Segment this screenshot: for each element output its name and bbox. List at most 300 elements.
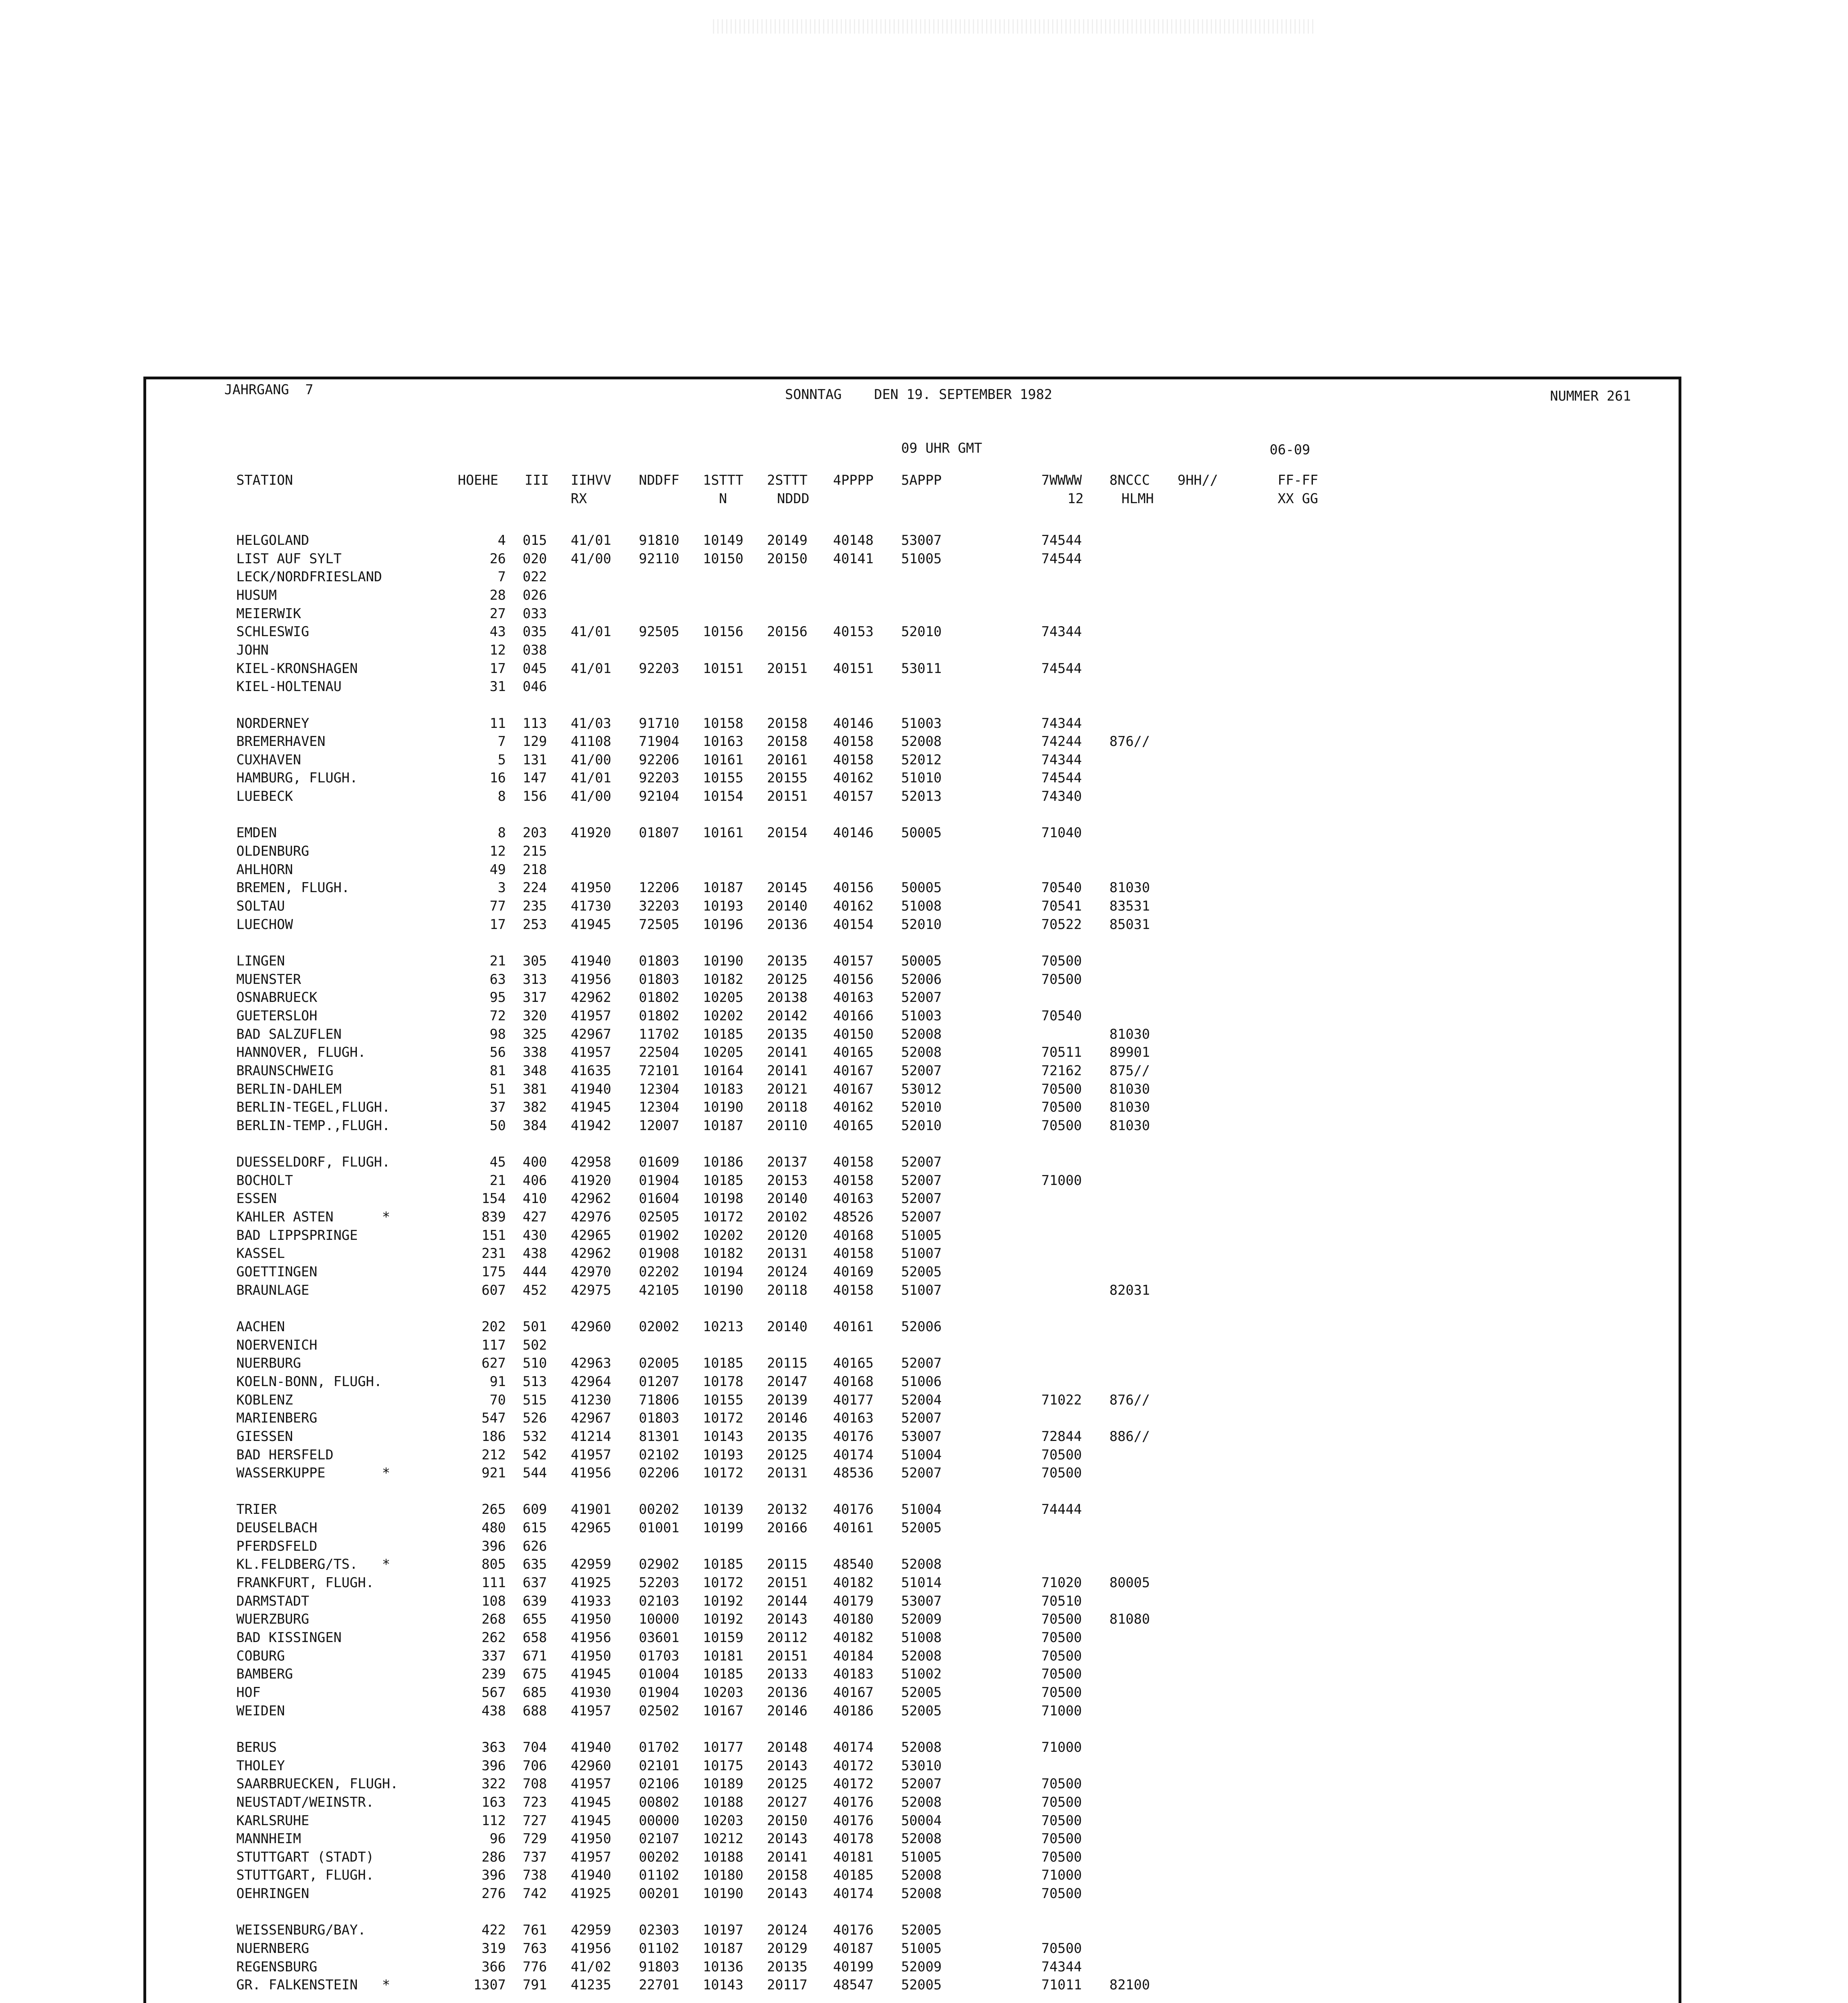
cell-4pppp: 40174 [833,1447,874,1463]
table-row [0,714,1848,733]
cell-iii: 544 [523,1465,547,1481]
cell-2sttt: 20121 [767,1081,808,1097]
cell-iii: 542 [523,1447,547,1463]
cell-nddff: 01207 [639,1373,680,1389]
cell-5appp: 51005 [901,1227,942,1243]
cell-iihvv: 42959 [571,1556,612,1572]
col-7wwww: 7WWWW [1041,472,1082,488]
cell-4pppp: 40153 [833,624,874,640]
cell-1sttt: 10143 [703,1428,744,1444]
cell-5appp: 52007 [901,1062,942,1078]
cell-5appp: 51006 [901,1373,942,1389]
cell-iii: 215 [523,843,547,859]
table-row [0,1153,1848,1171]
cell-4pppp: 40176 [833,1812,874,1828]
cell-hoehe: 12 [489,843,506,859]
cell-iii: 313 [523,971,547,987]
cell-5appp: 52008 [901,1648,942,1664]
cell-iihvv: 41942 [571,1117,612,1133]
cell-iihvv: 42965 [571,1520,612,1536]
table-row [0,1208,1848,1226]
cell-nddff: 72505 [639,916,680,932]
cell-iii: 761 [523,1922,547,1938]
table-row [0,623,1848,641]
cell-8nccc: 81080 [1109,1611,1150,1627]
cell-7wwww: 70500 [1041,1794,1082,1810]
cell-nddff: 01001 [639,1520,680,1536]
cell-1sttt: 10172 [703,1465,744,1481]
cell-hoehe: 319 [481,1941,506,1957]
cell-7wwww: 70510 [1041,1593,1082,1609]
cell-1sttt: 10205 [703,989,744,1006]
table-row [0,1318,1848,1336]
cell-7wwww: 74340 [1041,788,1082,804]
cell-station: ESSEN [236,1191,277,1207]
cell-2sttt: 20133 [767,1666,808,1682]
cell-4pppp: 40146 [833,825,874,841]
cell-hoehe: 51 [489,1081,506,1097]
cell-2sttt: 20125 [767,1447,808,1463]
cell-iihvv: 42964 [571,1373,612,1389]
cell-nddff: 72101 [639,1062,680,1078]
cell-5appp: 53010 [901,1757,942,1773]
cell-7wwww: 70500 [1041,1776,1082,1792]
cell-iii: 723 [523,1794,547,1810]
table-row [0,1574,1848,1592]
cell-5appp: 51008 [901,898,942,914]
cell-hoehe: 366 [481,1959,506,1975]
cell-iihvv: 41957 [571,1008,612,1024]
cell-1sttt: 10198 [703,1191,744,1207]
cell-iihvv: 41/00 [571,788,612,804]
cell-1sttt: 10182 [703,1245,744,1261]
table-row [0,1519,1848,1537]
cell-station: TRIER [236,1501,277,1517]
cell-5appp: 52010 [901,1099,942,1115]
cell-5appp: 52005 [901,1520,942,1536]
cell-4pppp: 40168 [833,1227,874,1243]
cell-1sttt: 10182 [703,971,744,987]
cell-station: BRAUNSCHWEIG [236,1062,334,1078]
cell-5appp: 51007 [901,1282,942,1298]
cell-1sttt: 10193 [703,898,744,914]
cell-2sttt: 20136 [767,1684,808,1700]
cell-station: NUERBURG [236,1355,301,1371]
cell-5appp: 51003 [901,715,942,731]
cell-station: KAHLER ASTEN * [236,1209,391,1225]
cell-4pppp: 40185 [833,1867,874,1883]
cell-nddff: 01803 [639,1410,680,1426]
cell-4pppp: 40181 [833,1849,874,1865]
table-row [0,1921,1848,1939]
cell-iii: 382 [523,1099,547,1115]
cell-4pppp: 40156 [833,971,874,987]
cell-nddff: 92110 [639,550,680,566]
cell-4pppp: 40165 [833,1044,874,1060]
cell-nddff: 02202 [639,1264,680,1280]
cell-5appp: 52006 [901,1318,942,1334]
cell-1sttt: 10156 [703,624,744,640]
cell-1sttt: 10143 [703,1977,744,1993]
cell-iii: 452 [523,1282,547,1298]
cell-iii: 729 [523,1831,547,1847]
cell-8nccc: 83531 [1109,898,1150,914]
cell-4pppp: 40172 [833,1757,874,1773]
cell-iihvv: 42958 [571,1154,612,1170]
table-row [0,1958,1848,1976]
cell-5appp: 53007 [901,1428,942,1444]
table-row [0,988,1848,1007]
cell-station: THOLEY [236,1757,285,1773]
cell-station: GIESSEN [236,1428,293,1444]
cell-4pppp: 40161 [833,1520,874,1536]
cell-2sttt: 20115 [767,1556,808,1572]
table-row [0,1812,1848,1830]
cell-iii: 235 [523,898,547,914]
cell-nddff: 02101 [639,1757,680,1773]
cell-hoehe: 50 [489,1117,506,1133]
cell-7wwww: 70500 [1041,1886,1082,1902]
cell-hoehe: 11 [489,715,506,731]
table-row [0,952,1848,970]
cell-5appp: 51005 [901,1849,942,1865]
cell-nddff: 91810 [639,532,680,548]
cell-7wwww: 74544 [1041,550,1082,566]
col-4pppp: 4PPPP [833,472,874,488]
cell-5appp: 52008 [901,1886,942,1902]
cell-iihvv: 41940 [571,1081,612,1097]
cell-hoehe: 151 [481,1227,506,1243]
cell-4pppp: 40161 [833,1318,874,1334]
period-range: 06-09 [1270,442,1311,457]
cell-station: LUEBECK [236,788,293,804]
cell-7wwww: 70500 [1041,1941,1082,1957]
cell-1sttt: 10190 [703,1282,744,1298]
cell-hoehe: 8 [497,788,506,804]
cell-iii: 026 [523,587,547,603]
cell-nddff: 02902 [639,1556,680,1572]
cell-station: MEIERWIK [236,605,301,621]
cell-iihvv: 41/03 [571,715,612,731]
col-9hh: 9HH// [1178,472,1218,488]
cell-nddff: 22701 [639,1977,680,1993]
col-rx: RX [571,491,587,506]
col-ff-ff: FF-FF [1278,472,1319,488]
cell-hoehe: 202 [481,1318,506,1334]
cell-1sttt: 10188 [703,1794,744,1810]
cell-2sttt: 20154 [767,825,808,841]
cell-iihvv: 41/00 [571,752,612,768]
cell-2sttt: 20150 [767,550,808,566]
cell-4pppp: 40174 [833,1739,874,1755]
cell-hoehe: 111 [481,1575,506,1591]
cell-7wwww: 70540 [1041,880,1082,896]
cell-station: OSNABRUECK [236,989,318,1006]
table-row [0,1647,1848,1665]
cell-nddff: 10000 [639,1611,680,1627]
cell-7wwww: 74544 [1041,532,1082,548]
cell-iii: 320 [523,1008,547,1024]
cell-iii: 325 [523,1026,547,1042]
cell-iihvv: 41945 [571,1794,612,1810]
cell-station: GR. FALKENSTEIN * [236,1977,391,1993]
cell-4pppp: 48536 [833,1465,874,1481]
table-row [0,1354,1848,1372]
cell-hoehe: 396 [481,1867,506,1883]
cell-5appp: 51010 [901,770,942,786]
cell-7wwww: 72162 [1041,1062,1082,1078]
cell-station: GOETTINGEN [236,1264,318,1280]
cell-station: BAD HERSFELD [236,1447,334,1463]
cell-5appp: 52007 [901,1355,942,1371]
cell-iii: 515 [523,1392,547,1408]
cell-7wwww: 74444 [1041,1501,1082,1517]
cell-iihvv: 42976 [571,1209,612,1225]
cell-2sttt: 20141 [767,1849,808,1865]
cell-hoehe: 1307 [473,1977,506,1993]
cell-nddff: 71806 [639,1392,680,1408]
cell-5appp: 52008 [901,733,942,750]
cell-iihvv: 41957 [571,1776,612,1792]
cell-iii: 776 [523,1959,547,1975]
table-row [0,1976,1848,1994]
table-row [0,1537,1848,1556]
cell-5appp: 52008 [901,1831,942,1847]
cell-iihvv: 41930 [571,1684,612,1700]
cell-1sttt: 10178 [703,1373,744,1389]
cell-4pppp: 40163 [833,1191,874,1207]
cell-nddff: 01102 [639,1941,680,1957]
cell-iihvv: 41956 [571,1465,612,1481]
cell-iii: 738 [523,1867,547,1883]
cell-hoehe: 45 [489,1154,506,1170]
date-label: SONNTAG DEN 19. SEPTEMBER 1982 [785,387,1053,402]
cell-2sttt: 20142 [767,1008,808,1024]
cell-7wwww: 70500 [1041,1812,1082,1828]
cell-iihvv: 41730 [571,898,612,914]
cell-4pppp: 40177 [833,1392,874,1408]
cell-hoehe: 322 [481,1776,506,1792]
table-row [0,1775,1848,1793]
cell-2sttt: 20143 [767,1831,808,1847]
cell-1sttt: 10172 [703,1209,744,1225]
col-iihvv: IIHVV [571,472,612,488]
cell-iihvv: 41230 [571,1392,612,1408]
cell-hoehe: 70 [489,1392,506,1408]
cell-2sttt: 20135 [767,1428,808,1444]
cell-7wwww: 70522 [1041,916,1082,932]
cell-1sttt: 10190 [703,1099,744,1115]
table-row [0,1610,1848,1628]
cell-1sttt: 10192 [703,1611,744,1627]
cell-5appp: 51002 [901,1666,942,1682]
cell-iii: 637 [523,1575,547,1591]
table-row [0,568,1848,586]
cell-station: MANNHEIM [236,1831,301,1847]
cell-4pppp: 40179 [833,1593,874,1609]
cell-8nccc: 81030 [1109,1081,1150,1097]
cell-iihvv: 41635 [571,1062,612,1078]
cell-1sttt: 10185 [703,1666,744,1682]
cell-5appp: 53007 [901,1593,942,1609]
table-row [0,659,1848,678]
cell-7wwww: 70500 [1041,1099,1082,1115]
col-n: N [719,491,727,506]
cell-iii: 532 [523,1428,547,1444]
cell-5appp: 52005 [901,1703,942,1719]
cell-5appp: 52007 [901,1776,942,1792]
table-row [0,605,1848,623]
cell-5appp: 51005 [901,1941,942,1957]
cell-iii: 635 [523,1556,547,1572]
cell-7wwww: 72844 [1041,1428,1082,1444]
cell-iii: 513 [523,1373,547,1389]
cell-station: WEISSENBURG/BAY. [236,1922,366,1938]
col-1sttt: 1STTT [703,472,744,488]
table-row [0,860,1848,879]
cell-nddff: 00201 [639,1886,680,1902]
cell-1sttt: 10154 [703,788,744,804]
col-2sttt: 2STTT [767,472,808,488]
cell-iihvv: 41956 [571,1941,612,1957]
cell-7wwww: 71000 [1041,1867,1082,1883]
cell-station: NUERNBERG [236,1941,309,1957]
cell-iihvv: 41950 [571,1611,612,1627]
cell-station: BAD KISSINGEN [236,1630,342,1645]
cell-nddff: 02102 [639,1447,680,1463]
cell-hoehe: 231 [481,1245,506,1261]
cell-iii: 791 [523,1977,547,1993]
cell-hoehe: 56 [489,1044,506,1060]
cell-2sttt: 20124 [767,1264,808,1280]
cell-iihvv: 41/01 [571,532,612,548]
cell-iii: 317 [523,989,547,1006]
cell-hoehe: 7 [497,569,506,585]
cell-nddff: 42105 [639,1282,680,1298]
cell-station: KL.FELDBERG/TS. * [236,1556,391,1572]
cell-7wwww: 70500 [1041,953,1082,969]
cell-1sttt: 10149 [703,532,744,548]
cell-station: BERLIN-TEGEL,FLUGH. [236,1099,391,1115]
cell-station: HUSUM [236,587,277,603]
cell-2sttt: 20135 [767,953,808,969]
cell-station: BERUS [236,1739,277,1755]
cell-7wwww: 70500 [1041,1849,1082,1865]
cell-5appp: 52005 [901,1684,942,1700]
cell-2sttt: 20153 [767,1172,808,1188]
cell-7wwww: 70511 [1041,1044,1082,1060]
cell-2sttt: 20158 [767,733,808,750]
cell-iii: 639 [523,1593,547,1609]
cell-4pppp: 40169 [833,1264,874,1280]
cell-iihvv: 41214 [571,1428,612,1444]
cell-iii: 218 [523,861,547,877]
cell-iihvv: 42970 [571,1264,612,1280]
cell-7wwww: 70500 [1041,1117,1082,1133]
cell-2sttt: 20115 [767,1355,808,1371]
cell-8nccc: 80005 [1109,1575,1150,1591]
cell-nddff: 01902 [639,1227,680,1243]
cell-1sttt: 10203 [703,1684,744,1700]
cell-iihvv: 41901 [571,1501,612,1517]
cell-2sttt: 20127 [767,1794,808,1810]
cell-4pppp: 40187 [833,1941,874,1957]
cell-5appp: 52005 [901,1922,942,1938]
table-row [0,1080,1848,1098]
cell-iii: 688 [523,1703,547,1719]
cell-nddff: 00202 [639,1501,680,1517]
cell-nddff: 91710 [639,715,680,731]
cell-hoehe: 239 [481,1666,506,1682]
cell-5appp: 52008 [901,1739,942,1755]
table-row [0,1738,1848,1757]
cell-4pppp: 40163 [833,1410,874,1426]
cell-iihvv: 41/01 [571,770,612,786]
cell-iii: 033 [523,605,547,621]
table-row [0,1189,1848,1208]
cell-station: KASSEL [236,1245,285,1261]
cell-nddff: 02005 [639,1355,680,1371]
cell-5appp: 51005 [901,550,942,566]
table-row [0,1007,1848,1025]
table-row [0,1702,1848,1720]
cell-4pppp: 40157 [833,953,874,969]
cell-2sttt: 20146 [767,1410,808,1426]
cell-4pppp: 40168 [833,1373,874,1389]
cell-nddff: 00000 [639,1812,680,1828]
cell-1sttt: 10205 [703,1044,744,1060]
cell-station: BREMERHAVEN [236,733,326,750]
table-row [0,1628,1848,1647]
table-row [0,1372,1848,1391]
cell-hoehe: 438 [481,1703,506,1719]
cell-2sttt: 20137 [767,1154,808,1170]
cell-2sttt: 20120 [767,1227,808,1243]
cell-hoehe: 186 [481,1428,506,1444]
col-nddd: NDDD [777,491,809,506]
cell-1sttt: 10189 [703,1776,744,1792]
cell-iihvv: 42962 [571,1245,612,1261]
cell-7wwww: 71040 [1041,825,1082,841]
cell-hoehe: 7 [497,733,506,750]
cell-1sttt: 10155 [703,1392,744,1408]
cell-iihvv: 42960 [571,1318,612,1334]
cell-nddff: 12206 [639,880,680,896]
cell-2sttt: 20144 [767,1593,808,1609]
cell-iihvv: 42975 [571,1282,612,1298]
cell-1sttt: 10185 [703,1556,744,1572]
cell-hoehe: 63 [489,971,506,987]
cell-station: CUXHAVEN [236,752,301,768]
cell-station: NOERVENICH [236,1337,318,1353]
cell-iii: 406 [523,1172,547,1188]
cell-hoehe: 839 [481,1209,506,1225]
cell-hoehe: 547 [481,1410,506,1426]
cell-iii: 147 [523,770,547,786]
cell-4pppp: 40174 [833,1886,874,1902]
cell-4pppp: 40158 [833,733,874,750]
cell-1sttt: 10187 [703,1941,744,1957]
cell-4pppp: 40150 [833,1026,874,1042]
cell-iii: 626 [523,1538,547,1554]
cell-iihvv: 41940 [571,1867,612,1883]
cell-station: HANNOVER, FLUGH. [236,1044,366,1060]
cell-hoehe: 422 [481,1922,506,1938]
table-row [0,1226,1848,1245]
cell-iii: 615 [523,1520,547,1536]
table-row [0,1336,1848,1354]
cell-5appp: 51008 [901,1630,942,1645]
